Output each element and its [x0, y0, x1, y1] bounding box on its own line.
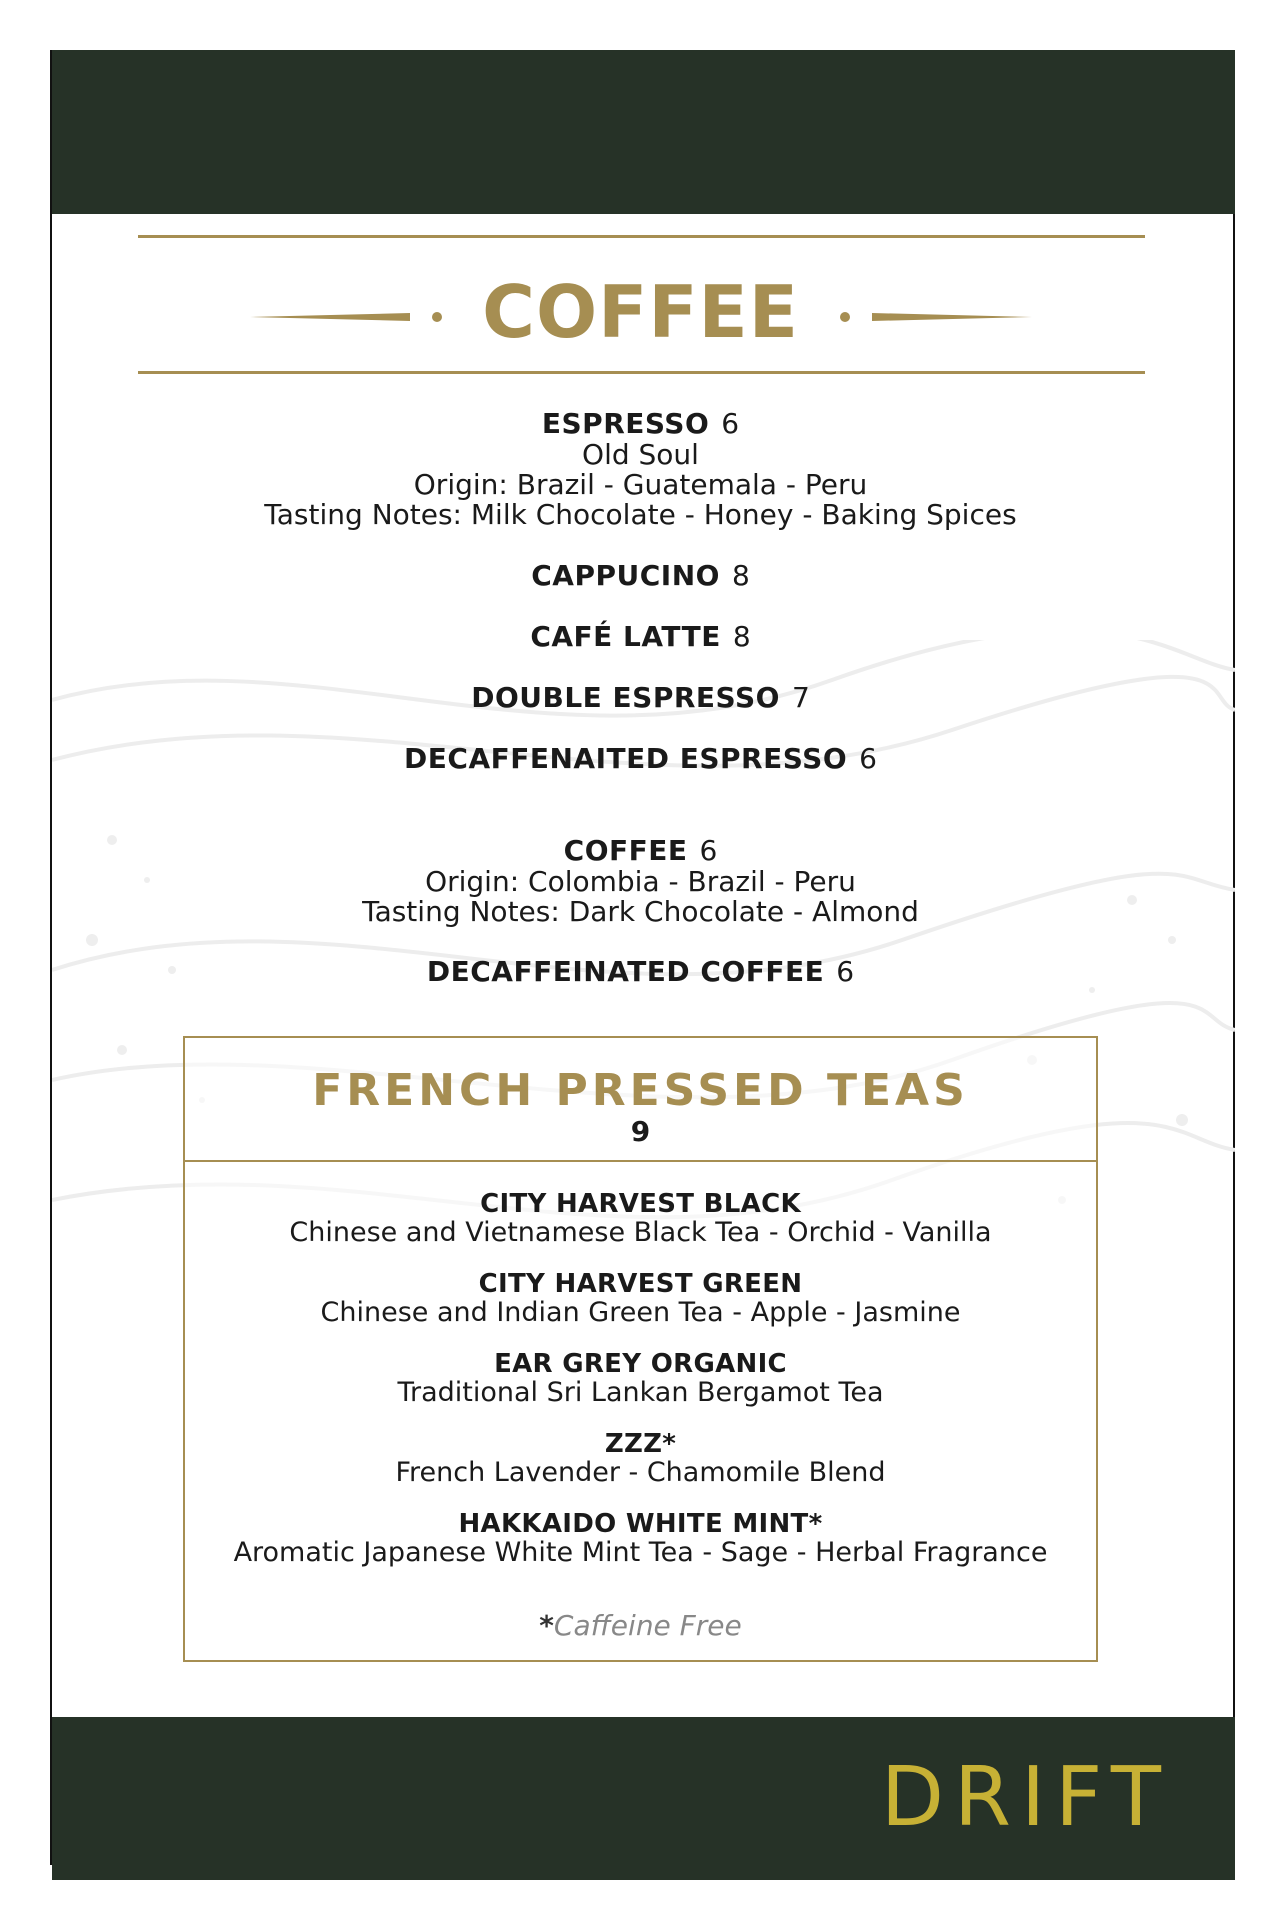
- coffee-item-decaf-coffee: [0, 956, 1281, 988]
- coffee-rule-bottom: [138, 371, 1145, 374]
- top-band: [52, 50, 1235, 214]
- tea-item: [185, 1430, 1096, 1488]
- item-head: [0, 560, 1281, 592]
- item-line: Tasting Notes: Dark Chocolate - Almond: [362, 895, 919, 928]
- item-price: 6: [721, 407, 740, 440]
- tea-name: ZZZ*: [604, 1429, 677, 1459]
- caffeine-free-note: [185, 1610, 1096, 1642]
- item-price: 6: [836, 955, 855, 988]
- right-ornament-icon: [832, 305, 1032, 329]
- coffee-item-coffee: [0, 835, 1281, 927]
- tea-item: [185, 1510, 1096, 1568]
- item-price: 7: [791, 681, 810, 714]
- note-mark: *: [539, 1609, 554, 1642]
- tea-price: 9: [630, 1115, 651, 1148]
- item-head: [0, 835, 1281, 867]
- coffee-heading: COFFEE: [482, 270, 799, 354]
- item-name: ESPRESSO: [541, 407, 710, 440]
- item-head: [0, 682, 1281, 714]
- item-line: Origin: Colombia - Brazil - Peru: [425, 865, 856, 898]
- tea-desc: Chinese and Indian Green Tea - Apple - Jasmine: [320, 1297, 961, 1328]
- tea-item: [185, 1190, 1096, 1248]
- item-name: DECAFFENAITED ESPRESSO: [404, 742, 848, 775]
- coffee-item-double-espresso: [0, 682, 1281, 714]
- item-head: [0, 621, 1281, 653]
- coffee-item-decaf-espresso: [0, 743, 1281, 775]
- item-name: CAPPUCINO: [531, 559, 720, 592]
- tea-heading: FRENCH PRESSED TEAS: [312, 1065, 969, 1116]
- item-line: Origin: Brazil - Guatemala - Peru: [413, 468, 868, 501]
- tea-desc: Traditional Sri Lankan Bergamot Tea: [397, 1377, 884, 1408]
- tea-desc: Aromatic Japanese White Mint Tea - Sage - Herbal Fragrance: [233, 1537, 1048, 1568]
- item-price: 6: [859, 742, 877, 775]
- item-name: DECAFFEINATED COFFEE: [426, 955, 825, 988]
- tea-item: [185, 1270, 1096, 1328]
- item-line: Tasting Notes: Milk Chocolate - Honey - Baking Spices: [264, 498, 1017, 531]
- coffee-item-cappucino: [0, 560, 1281, 592]
- item-head: [0, 956, 1281, 988]
- tea-name: EAR GREY ORGANIC: [494, 1349, 787, 1379]
- coffee-item-cafe-latte: [0, 621, 1281, 653]
- item-head: [0, 408, 1281, 440]
- item-name: DOUBLE ESPRESSO: [471, 681, 780, 714]
- item-price: 8: [731, 559, 750, 592]
- tea-name: CITY HARVEST BLACK: [480, 1189, 801, 1219]
- tea-item: [185, 1350, 1096, 1408]
- coffee-rule-top: [138, 235, 1145, 238]
- item-name: CAFÉ LATTE: [530, 620, 721, 653]
- tea-desc: French Lavender - Chamomile Blend: [395, 1457, 886, 1488]
- tea-list: [185, 1190, 1096, 1590]
- tea-desc: Chinese and Vietnamese Black Tea - Orchid - Vanilla: [289, 1217, 992, 1248]
- item-price: 6: [699, 834, 718, 867]
- item-name: COFFEE: [563, 834, 688, 867]
- tea-box: [183, 1036, 1098, 1662]
- tea-name: HAKKAIDO WHITE MINT*: [458, 1509, 823, 1539]
- brand-logo: DRIFT: [880, 1750, 1171, 1845]
- note-text: Caffeine Free: [553, 1609, 742, 1642]
- item-line: Old Soul: [582, 438, 699, 471]
- item-price: 8: [732, 620, 751, 653]
- tea-name: CITY HARVEST GREEN: [478, 1269, 803, 1299]
- item-head: [0, 743, 1281, 775]
- coffee-list: [0, 408, 1281, 988]
- coffee-item-espresso: [0, 408, 1281, 530]
- tea-divider: [185, 1160, 1096, 1162]
